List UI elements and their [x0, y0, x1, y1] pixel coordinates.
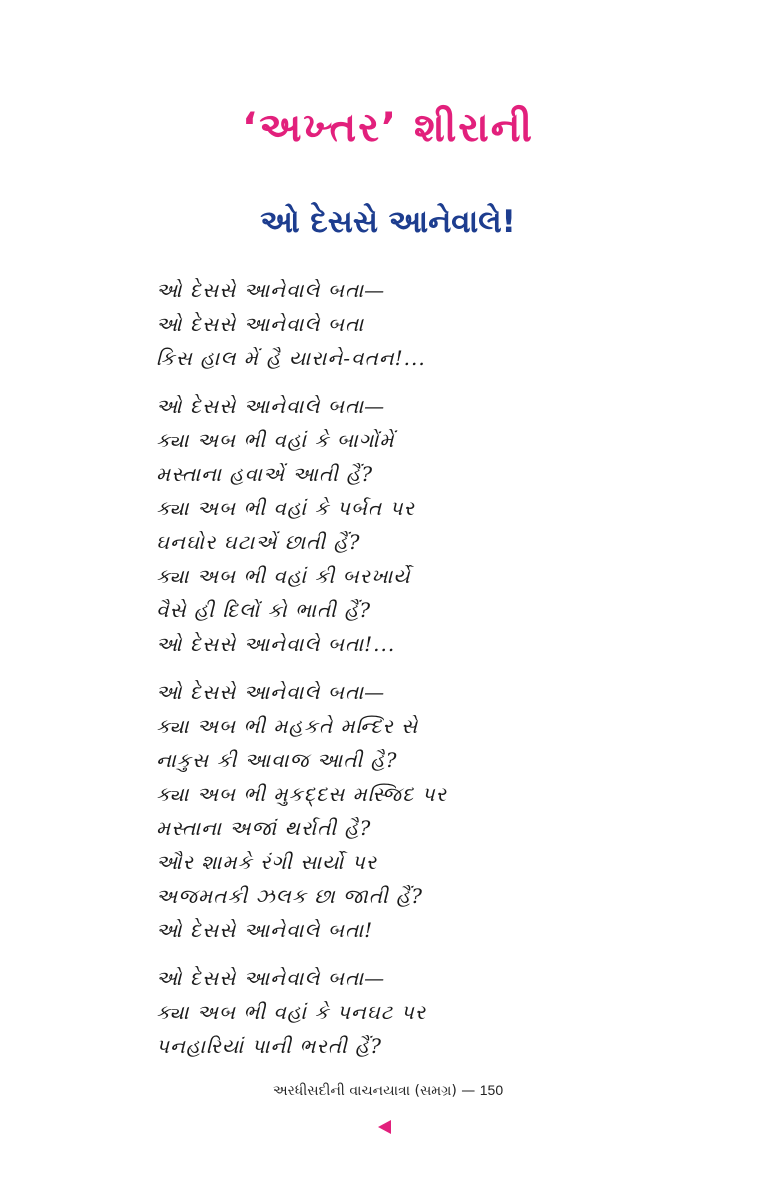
poem-line: ક્યા અબ ભી મુકદ્દસ મસ્જિદ પર: [156, 782, 447, 806]
poem-line: ઓ દેસસે આનેવાલે બતા—: [156, 966, 386, 990]
book-title: અરધીસદીની વાચનયાત્રા (સમગ્ર) —: [272, 1083, 476, 1099]
poem-line: પનહારિયાં પાની ભરતી હૈં?: [156, 1034, 382, 1058]
author-heading: ‘અખ્તર’ શીરાની: [242, 105, 534, 151]
stanza-3: [156, 675, 676, 947]
poem-line: ક્યા અબ ભી વહાં કી બરખાર્યે: [156, 564, 411, 588]
poem-line: ક્યા અબ ભી મહકતે મન્દિર સે: [156, 714, 419, 738]
poem-line: ક્યા અબ ભી વહાં કે પર્બત પર: [156, 496, 415, 520]
poem-line: ઓ દેસસે આનેવાલે બતા—: [156, 680, 386, 704]
poem-line: કિસ હાલ મેં હૈ યારાને-વતન!...: [156, 346, 426, 370]
poem-line: મસ્તાના અજાં થર્રાતી હૈ?: [156, 816, 372, 840]
stanza-4: [156, 961, 676, 1063]
poem-line: ઓ દેસસે આનેવાલે બતા!: [156, 918, 374, 942]
poem-title: ઓ દેસસે આનેવાલે!: [260, 204, 516, 240]
poem-body: [156, 273, 676, 1077]
poem-line: ઓ દેસસે આનેવાલે બતા—: [156, 394, 386, 418]
poem-line: નાકુસ કી આવાજ આતી હૈ?: [156, 748, 398, 772]
poem-line: ક્યા અબ ભી વહાં કે બાગોંમેં: [156, 428, 395, 452]
page-footer: [0, 1080, 776, 1101]
poem-line: ઓ દેસસે આનેવાલે બતા—: [156, 278, 386, 302]
stanza-1: [156, 273, 676, 375]
poem-line: ઔર શામકે રંગી સાર્યો પર: [156, 850, 378, 874]
poem-line: અજમતકી ઝલક છા જાતી હૈં?: [156, 884, 423, 908]
stanza-2: [156, 389, 676, 661]
poem-line: ઓ દેસસે આનેવાલે બતા: [156, 312, 365, 336]
poem-line: ઓ દેસસે આનેવાલે બતા!...: [156, 632, 396, 656]
page-number: 150: [479, 1082, 504, 1098]
poem-line: ક્યા અબ ભી વહાં કે પનઘટ પર: [156, 1000, 427, 1024]
left-triangle-arrow-icon[interactable]: [378, 1120, 391, 1134]
poem-line: ઘનઘોર ઘટાએં છાતી હૈં?: [156, 530, 361, 554]
poem-line: મસ્તાના હવાએં આતી હૈં?: [156, 462, 374, 486]
poem-line: વૈસે હી દિલોં કો ભાતી હૈં?: [156, 598, 372, 622]
